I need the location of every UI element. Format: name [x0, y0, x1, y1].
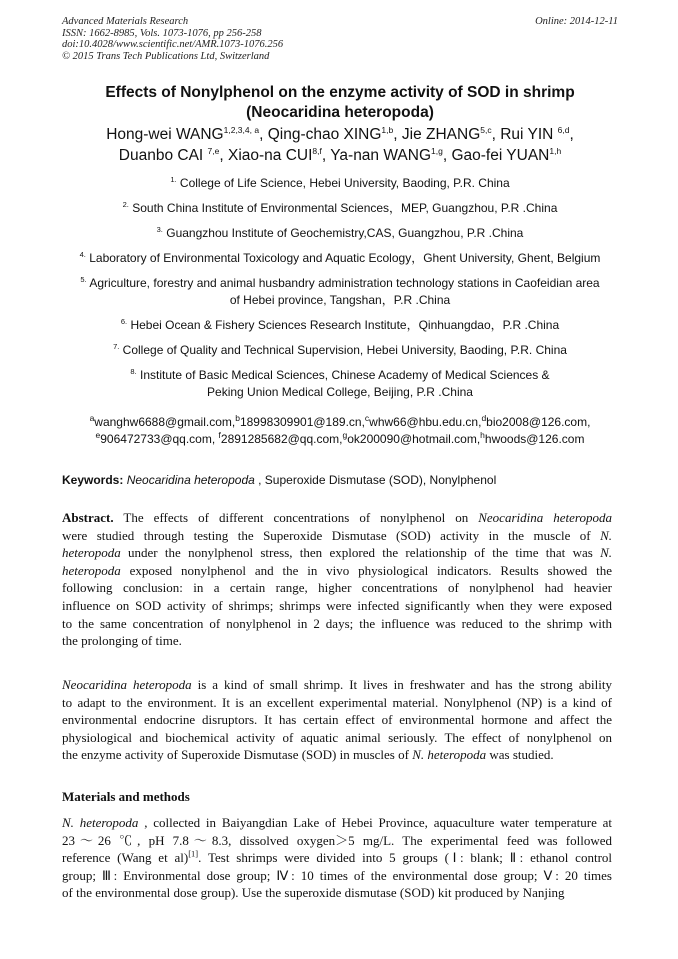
affiliation-line	[60, 367, 620, 384]
email-address: hwoods@126.com	[484, 432, 585, 446]
author-affil-sup: 1,b	[381, 124, 394, 135]
email-sup: d	[481, 413, 487, 423]
text-line	[62, 884, 612, 902]
author-separator: ,	[219, 147, 228, 164]
affiliation-line	[60, 317, 620, 334]
affiliation-number: 6.	[120, 317, 128, 326]
author-separator: ,	[491, 126, 501, 143]
text-run: the prolonging of time.	[62, 633, 182, 649]
text-line	[62, 832, 612, 850]
affiliation-number: 8.	[130, 367, 137, 376]
keywords-label: Keywords:	[62, 473, 124, 487]
affiliation-text: Laboratory of Environmental Toxicology and Aquatic Ecology，Ghent University, Ghent, Belgium	[89, 251, 601, 265]
text-line	[62, 579, 612, 597]
affiliation-line	[60, 200, 620, 217]
author-separator: ,	[259, 126, 268, 143]
affiliation-item	[60, 317, 620, 334]
text-run: Abstract.	[62, 510, 114, 525]
keyword-neocaridina: Neocaridina heteropoda	[126, 473, 255, 487]
email-sup: f	[218, 430, 221, 440]
email-address: 18998309901@189.cn,	[239, 415, 365, 429]
text-line	[62, 867, 612, 885]
affiliation-line	[60, 275, 620, 292]
text-run: were studied through testing the Superoxide Dismutase (SOD) activity in the muscle of	[62, 527, 601, 543]
text-run: Neocaridina heteropoda	[478, 510, 612, 525]
text-line	[62, 597, 612, 615]
text-line	[62, 562, 612, 580]
author-affil-sup: 1,2,3,4, a	[223, 124, 260, 135]
text-run: physiological and biochemical activity of aquatic animal seriously. The effect of nonylphenol on	[62, 729, 612, 745]
title-line-2: (Neocaridina heteropoda)	[246, 104, 434, 121]
doi-line: doi:10.4028/www.scientific.net/AMR.1073-1076.256	[62, 39, 284, 50]
affiliation-line	[60, 384, 620, 401]
author-name: Duanbo CAI	[118, 147, 208, 164]
text-line	[62, 849, 612, 867]
affiliation-item	[60, 225, 620, 242]
copyright-line: © 2015 Trans Tech Publications Ltd, Switzerland	[62, 50, 270, 62]
text-run: influence on SOD activity of shrimps; shrimps were infected significantly when they were exposed	[62, 597, 612, 613]
email-sup: h	[480, 430, 485, 440]
text-run: under the nonylphenol stress, then explored the relationship of the time that was	[120, 545, 601, 561]
affiliation-item	[60, 175, 620, 192]
author-name: Xiao-na CUI	[227, 147, 313, 164]
author-name: Ya-nan WANG	[330, 147, 431, 164]
text-run: [1]	[188, 848, 199, 859]
journal-name: Advanced Materials Research	[62, 16, 189, 27]
intro-paragraph	[62, 676, 612, 764]
section-heading-materials: Materials and methods	[62, 789, 190, 804]
online-date: Online: 2014-12-11	[535, 16, 618, 27]
affiliation-number: 4.	[79, 250, 86, 259]
affiliation-text: South China Institute of Environmental Sciences，MEP, Guangzhou, P.R .China	[132, 201, 558, 215]
text-line	[62, 632, 612, 650]
text-line	[62, 729, 612, 747]
affiliation-number: 2.	[122, 200, 129, 209]
email-list	[60, 414, 620, 448]
affiliation-item	[60, 250, 620, 267]
text-run: . Test shrimps were divided into 5 groups (Ⅰ: blank; Ⅱ: ethanol control	[198, 850, 613, 866]
text-run: N. heteropoda	[412, 747, 487, 763]
affiliation-text: College of Quality and Technical Supervision, Hebei University, Baoding, P.R. China	[122, 343, 567, 357]
text-run: group; Ⅲ: Environmental dose group; Ⅳ: 10 times of the environmental dose group; Ⅴ: 20 times	[62, 867, 612, 883]
author-affil-sup: 7,e	[207, 145, 220, 156]
affiliation-text: Institute of Basic Medical Sciences, Chinese Academy of Medical Sciences &	[140, 368, 550, 382]
text-run: the enzyme activity of Superoxide Dismutase (SOD) in muscles of	[62, 747, 413, 763]
email-address: wanghw6688@gmail.com,	[94, 415, 236, 429]
text-run: exposed nonylphenol and the in vivo physiological indicators. Results showed the	[120, 562, 612, 578]
paper-title	[62, 83, 618, 123]
author-name: Hong-wei WANG	[106, 126, 224, 143]
text-run: following conclusion: in a certain range, higher concentrations of nonylphenol had heavier	[62, 580, 612, 596]
keywords-rest: , Superoxide Dismutase (SOD), Nonylphenol	[254, 473, 497, 487]
author-affil-sup: 5,c	[480, 124, 492, 135]
author-separator: ,	[442, 147, 452, 164]
affiliation-text: of Hebei province, Tangshan，P.R .China	[229, 293, 451, 307]
keywords	[62, 472, 618, 488]
affiliation-number: 5.	[80, 275, 87, 284]
text-line	[62, 615, 612, 633]
author-line-2	[62, 145, 618, 166]
author-affil-sup: 1,h	[549, 145, 562, 156]
affiliation-item	[60, 367, 620, 401]
affiliation-number: 3.	[156, 225, 163, 234]
email-sup: e	[95, 430, 101, 440]
materials-paragraph	[62, 814, 612, 902]
issn-line: ISSN: 1662-8985, Vols. 1073-1076, pp 256-258	[62, 27, 262, 39]
author-name: Rui YIN	[500, 126, 558, 143]
text-run: N. heteropoda	[62, 815, 139, 830]
text-line	[62, 527, 612, 545]
affiliation-line	[60, 175, 620, 192]
email-line1	[60, 414, 620, 431]
author-name: Gao-fei YUAN	[451, 147, 550, 164]
text-run: 23～26 ℃, pH 7.8～8.3, dissolved oxygen＞5 mg/L. The experimental feed was followed	[62, 832, 612, 848]
author-line-1	[62, 124, 618, 145]
affiliation-text: Agriculture, forestry and animal husbandry administration technology stations in Caofeidian area	[89, 276, 600, 290]
affiliation-number: 1.	[170, 175, 177, 184]
affiliation-list	[60, 175, 620, 409]
text-run: to the same concentration of nonylphenol in 2 days; the influence was reduced to the shrimp with	[62, 615, 612, 631]
affiliation-line	[60, 342, 620, 359]
email-line2	[60, 431, 620, 448]
text-line	[62, 694, 612, 712]
email-sup: g	[342, 430, 348, 440]
text-run: reference (Wang et al)	[62, 850, 189, 866]
email-address: bio2008@126.com,	[486, 415, 591, 429]
author-affil-sup: 1,g	[431, 145, 443, 156]
email-address: whw66@hbu.edu.cn,	[369, 415, 482, 429]
text-line	[62, 509, 612, 527]
text-run: heteropoda	[62, 562, 121, 578]
affiliation-item	[60, 200, 620, 217]
author-list	[62, 124, 618, 166]
affiliation-text: Guangzhou Institute of Geochemistry,CAS, Guangzhou, P.R .China	[166, 226, 524, 240]
text-run: N.	[600, 545, 612, 561]
affiliation-item	[60, 275, 620, 309]
text-run: , collected in Baiyangdian Lake of Hebei Province, aquaculture water temperature at	[138, 815, 612, 830]
text-line	[62, 746, 612, 764]
affiliation-text: College of Life Science, Hebei University, Baoding, P.R. China	[179, 176, 510, 190]
affiliation-line	[60, 250, 620, 267]
author-affil-sup: 6,d	[557, 124, 570, 135]
text-run: heteropoda	[62, 545, 121, 561]
author-separator: ,	[321, 147, 331, 164]
author-separator: ,	[569, 126, 574, 143]
affiliation-line	[60, 292, 620, 309]
text-run: environmental endocrine disruptors. It has certain effect of environmental hormone and affect the	[62, 712, 612, 728]
author-separator: ,	[393, 126, 402, 143]
affiliation-text: Peking Union Medical College, Beijing, P.R .China	[207, 385, 473, 399]
text-run: Neocaridina heteropoda	[62, 677, 192, 692]
email-sup: b	[235, 413, 240, 423]
author-affil-sup: 8,f	[312, 145, 322, 156]
email-address: ok200090@hotmail.com,	[347, 432, 481, 446]
email-address: 906472733@qq.com,	[100, 432, 219, 446]
affiliation-text: Hebei Ocean & Fishery Sciences Research Institute，Qinhuangdao，P.R .China	[130, 318, 560, 332]
text-line	[62, 711, 612, 729]
text-run: N.	[600, 527, 612, 543]
text-run: was studied.	[486, 747, 554, 763]
author-name: Jie ZHANG	[401, 126, 481, 143]
affiliation-line	[60, 225, 620, 242]
author-name: Qing-chao XING	[267, 126, 382, 143]
text-run: is a kind of small shrimp. It lives in freshwater and has the strong ability	[191, 677, 612, 692]
email-address: 2891285682@qq.com,	[220, 432, 343, 446]
email-sup: c	[364, 413, 370, 423]
text-line	[62, 814, 612, 832]
abstract-paragraph	[62, 509, 612, 650]
title-line-1: Effects of Nonylphenol on the enzyme activity of SOD in shrimp	[105, 84, 575, 101]
affiliation-item	[60, 342, 620, 359]
text-run: The effects of different concentrations of nonylphenol on	[113, 510, 479, 525]
text-line	[62, 544, 612, 562]
text-run: to adapt to the environment. It is an excellent experimental material. Nonylphenol (NP) is a kind of	[62, 694, 612, 710]
affiliation-number: 7.	[113, 342, 120, 351]
email-sup: a	[89, 413, 95, 423]
text-run: of the environmental dose group). Use the superoxide dismutase (SOD) kit produced by Nanjing	[62, 885, 565, 901]
text-line	[62, 676, 612, 694]
journal-header	[62, 16, 618, 62]
